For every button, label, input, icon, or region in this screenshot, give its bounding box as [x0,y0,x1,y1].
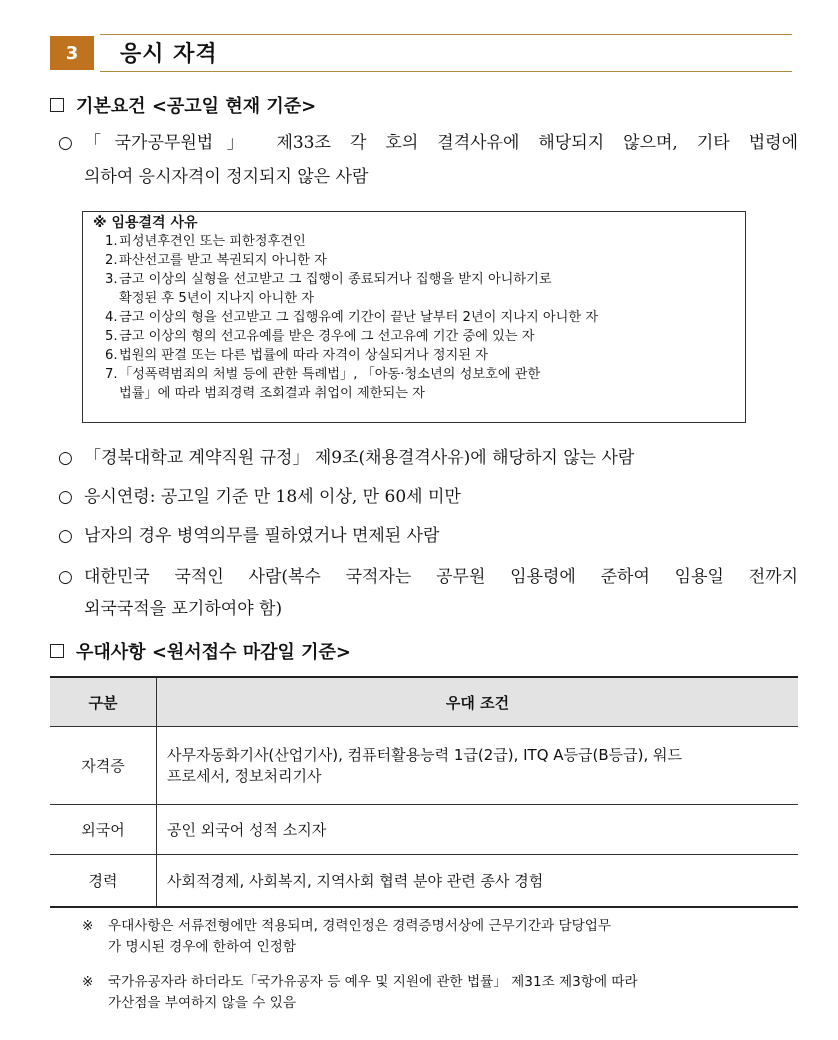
section-title: 응시 자격 [120,42,218,67]
preference-note-1-line2: 가 명시된 경우에 한하여 인정함 [108,939,296,955]
note-item: 확정된 후 5년이 지나지 아니한 자 [119,291,314,306]
section-number-badge: 3 [50,36,94,70]
basic-item-2-text: 「경북대학교 계약직원 규정」 제9조(채용결격사유)에 해당하지 않는 사람 [84,448,635,468]
row-condition: 사무자동화기사(산업기사), 컴퓨터활용능력 1급(2급), ITQ A등급(B등급), 워드 프로세서, 정보처리기사 [157,727,799,805]
preferences-heading [50,638,351,664]
row-category: 경력 [50,855,157,907]
section-header-top-rule [100,34,792,35]
preference-note-2-line2: 가산점을 부여하지 않을 수 있음 [108,995,296,1011]
row-condition: 사회적경제, 사회복지, 지역사회 협력 분야 관련 종사 경험 [157,855,799,907]
note-item: 2. 파산선고를 받고 복권되지 아니한 자 [105,253,327,268]
note-item: 7. 「성폭력범죄의 처벌 등에 관한 특례법」, 「아동·청소년의 성보호에 관한 [105,367,541,382]
preference-note-2-line1: 국가유공자라 하더라도「국가유공자 등 예우 및 지원에 관한 법률」 제31조 제3항에 따라 [108,974,638,990]
reference-mark-icon: ※ [82,974,94,990]
reference-mark-icon: ※ [82,918,94,934]
basic-item-3-text: 응시연령: 공고일 기준 만 18세 이상, 만 60세 미만 [84,487,461,507]
preference-note-1-line1: 우대사항은 서류전형에만 적용되며, 경력인정은 경력증명서상에 근무기간과 담당업무 [108,918,611,934]
note-item: 6. 법원의 판결 또는 다른 법률에 따라 자격이 상실되거나 정지된 자 [105,348,488,363]
row-category: 외국어 [50,805,157,855]
table-row [50,727,798,805]
table-header-row [50,677,798,727]
square-bullet-icon [50,644,64,658]
circle-bullet-icon: ○ [58,567,73,587]
circle-bullet-icon: ○ [58,448,73,468]
table-row [50,805,798,855]
circle-bullet-icon: ○ [58,487,73,507]
section-header-bottom-rule [100,71,792,72]
note-item: 1. 피성년후견인 또는 피한정후견인 [105,234,306,249]
basic-requirements-heading [50,92,316,118]
preferences-title: 우대사항 <원서접수 마감일 기준> [76,642,352,663]
row-condition: 공인 외국어 성적 소지자 [157,805,799,855]
preferences-table [50,676,798,908]
basic-item-5-line1: 대한민국 국적인 사람(복수 국적자는 공무원 임용령에 준하여 임용일 전까지 [84,567,798,587]
table-header-condition: 우대 조건 [157,677,799,727]
table-row [50,855,798,907]
note-item: 4. 금고 이상의 형을 선고받고 그 집행유예 기간이 끝난 날부터 2년이 지나지 아니한 자 [105,310,599,325]
note-item: 법률」에 따라 범죄경력 조회결과 취업이 제한되는 자 [119,386,425,401]
note-title: ※ 임용결격 사유 [93,215,198,231]
basic-item-5-line2: 외국국적을 포기하여야 함) [84,599,283,619]
disqualification-note-box [82,211,746,423]
basic-item-1-line2: 의하여 응시자격이 정지되지 않은 사람 [84,167,369,187]
circle-bullet-icon: ○ [58,133,73,153]
basic-requirements-title: 기본요건 <공고일 현재 기준> [76,96,317,117]
basic-item-1-line1: 「국가공무원법」 제33조 각 호의 결격사유에 해당되지 않으며, 기타 법령에 [84,133,798,153]
note-item: 3. 금고 이상의 실형을 선고받고 그 집행이 종료되거나 집행을 받지 아니하기로 [105,272,552,287]
basic-item-4-text: 남자의 경우 병역의무를 필하였거나 면제된 사람 [84,526,440,546]
table-header-category: 구분 [50,677,157,727]
note-item: 5. 금고 이상의 형의 선고유예를 받은 경우에 그 선고유예 기간 중에 있는 자 [105,329,535,344]
row-category: 자격증 [50,727,157,805]
square-bullet-icon [50,98,64,112]
section-header [50,34,792,72]
circle-bullet-icon: ○ [58,526,73,546]
